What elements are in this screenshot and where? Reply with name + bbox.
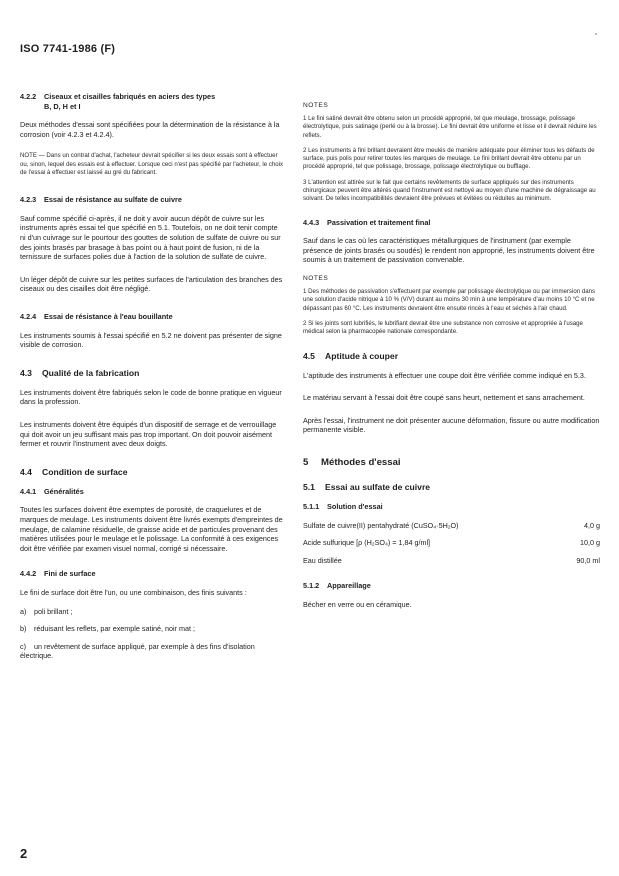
section-title: Appareillage	[327, 581, 371, 591]
note-item: 2 Les instruments à fini brillant devraient être meulés de manière adéquate pour éliminer tous les défauts de surface, puis polis pour retirer toutes les marques de meulage. Le fini brillant devrait être obtenu par un procédé approprié, tel que polissage, brossage, polissage électrolytique ou bufflage.	[303, 146, 595, 171]
paragraph: Les instruments doivent être fabriqués selon le code de bonne pratique en vigueur dans la profession.	[20, 387, 282, 407]
reagent-row	[303, 538, 600, 548]
note-item: 1 Le fini satiné devrait être obtenu selon un procédé approprié, tel que meulage, brossage, polissage électrolytique, puis satinage (perlé ou à la brosse). Le fini devrait être uniforme et lisse et il devrait réduire les reflets.	[303, 115, 597, 139]
paragraph: Sauf dans le cas où les caractéristiques métallurgiques de l'instrument (par exemple présence de joints brasés ou soudés) le rendent non approprié, les instruments doivent être soumis à un traitement de passivation convenable.	[303, 236, 595, 265]
section-number: 4.4	[20, 466, 32, 477]
section-title: Essai au sulfate de cuivre	[325, 481, 431, 492]
section-number: 5	[303, 456, 309, 468]
heading-4-2-3	[20, 195, 285, 205]
heading-4-2-4	[20, 312, 285, 322]
paragraph: Sauf comme spécifié ci-après, il ne doit y avoir aucun dépôt de cuivre sur les instruments après essai tel que spécifié en 5.1. Toutefois, on ne doit tenir compte ni d'un cuivrage sur le pourtour des gouttes de solution de sulfate de cuivre ou sur des joints brasés par brasage à bas point ou à haut point de fusion, ni de la ternissure de surfaces polies due à l'action de la solution de sulfate de cuivre.	[20, 213, 281, 262]
section-title: Ciseaux et cisailles fabriqués en aciers des types	[44, 92, 216, 101]
paragraph: Deux méthodes d'essai sont spécifiées pour la détermination de la résistance à la corrosion (voir 4.2.3 et 4.2.4).	[20, 120, 280, 139]
section-title: Aptitude à couper	[325, 350, 399, 361]
list-item	[20, 624, 285, 634]
section-number: 5.1	[303, 481, 315, 492]
list-text: un revêtement de surface appliqué, par exemple à des fins d'isolation électrique.	[20, 641, 255, 661]
heading-5-1	[303, 482, 600, 492]
reagent-name: Acide sulfurique [ρ (H₂SO₄) = 1,84 g/ml]	[303, 538, 431, 548]
note-item: 3 L'attention est attirée sur le fait que certains revêtements de surface appliqués sur des instruments chirurgicaux peuvent être altérés quand l'instrument est nettoyé au moyen d'une machine de dégraissage au solvant. De telles incompatibilités devraient être prévues et évitées ou réduites au minimum.	[303, 178, 596, 203]
list-label: a)	[20, 606, 27, 616]
paragraph: Toutes les surfaces doivent être exemptes de porosité, de craquelures et de marques de meulage. Les instruments doivent être livrés exempts d'empreintes de meulage, de calamine résiduelle, de graisse acide et de particules provenant des matières utilisées pour le meulage et le polissage. La conformité à ces exigences doit être vérifiée par examen visuel normal, corrigé si nécessaire.	[20, 505, 283, 553]
section-title: Fini de surface	[44, 569, 96, 579]
section-number: 4.4.1	[20, 486, 37, 496]
paragraph: Le matériau servant à l'essai doit être coupé sans heurt, nettement et sans arrachement.	[303, 393, 585, 403]
paragraph: Bécher en verre ou en céramique.	[303, 599, 412, 609]
left-column	[20, 92, 285, 669]
section-title: Qualité de la fabrication	[42, 367, 140, 378]
section-number: 4.4.2	[20, 569, 37, 579]
list-label: b)	[20, 624, 27, 634]
reagent-qty: 4,0 g	[584, 520, 600, 530]
reagent-row	[303, 521, 600, 531]
list-item	[20, 607, 285, 617]
heading-4-2-2	[20, 92, 285, 111]
paragraph: Un léger dépôt de cuivre sur les petites surfaces de l'articulation des branches des ciseaux ou des cisailles doit être négligé.	[20, 274, 283, 294]
section-title-cont: B, D, H et I	[44, 101, 81, 111]
heading-4-4-1	[20, 487, 285, 497]
section-title: Essai de résistance à l'eau bouillante	[44, 312, 173, 322]
reagent-name: Sulfate de cuivre(II) pentahydraté (CuSO₄·5H₂O)	[303, 520, 459, 530]
section-number: 4.2.4	[20, 312, 37, 322]
page-header: ISO 7741-1986 (F)	[20, 43, 116, 55]
page-number: 2	[20, 846, 28, 861]
paragraph: L'aptitude des instruments à effectuer une coupe doit être vérifiée comme indiqué en 5.3.	[303, 370, 586, 380]
section-title: Condition de surface	[42, 466, 128, 477]
section-title: Solution d'essai	[327, 501, 383, 511]
section-title: Généralités	[44, 486, 84, 496]
heading-5-1-1	[303, 502, 600, 512]
list-label: c)	[20, 641, 26, 651]
reagent-name: Eau distillée	[303, 555, 342, 565]
paragraph: Les instruments soumis à l'essai spécifié en 5.2 ne doivent pas présenter de signe visible de corrosion.	[20, 330, 282, 350]
section-number: 4.5	[303, 350, 315, 361]
notes-label: NOTES	[303, 275, 329, 283]
section-number: 4.2.2	[20, 92, 37, 101]
heading-4-4-3	[303, 218, 600, 228]
section-number: 5.1.2	[303, 581, 320, 591]
section-number: 5.1.1	[303, 501, 320, 511]
heading-5	[303, 457, 600, 468]
right-column	[303, 102, 600, 622]
list-text: réduisant les reflets, par exemple satiné, noir mat ;	[34, 624, 195, 634]
paragraph: Les instruments doivent être équipés d'un dispositif de serrage et de verrouillage qui doit avoir un jeu suffisant mais pas trop important. On doit pouvoir aisément fermer et rouvrir l'instrument avec deux doigts.	[20, 419, 277, 449]
section-title: Passivation et traitement final	[327, 217, 431, 227]
paragraph: Le fini de surface doit être l'un, ou une combinaison, des finis suivants :	[20, 587, 247, 597]
notes-label: NOTES	[303, 102, 329, 109]
heading-4-3	[20, 368, 285, 378]
scan-speck	[595, 33, 597, 35]
list-item	[20, 642, 285, 661]
section-number: 4.3	[20, 367, 32, 378]
note: NOTE — Dans un contrat d'achat, l'acheteur devrait spécifier si les deux essais sont à effectuer ou, sinon, lequel des essais est à effectuer. Lorsque ceci n'est pas spécifié par l'acheteur, le choix de l'essai à effectuer est laissé au gré du fabricant.	[20, 152, 284, 176]
section-title: Méthodes d'essai	[321, 456, 401, 468]
heading-4-5	[303, 351, 600, 361]
heading-5-1-2	[303, 581, 600, 591]
section-number: 4.4.3	[303, 217, 320, 227]
section-number: 4.2.3	[20, 195, 37, 205]
section-title: Essai de résistance au sulfate de cuivre	[44, 195, 182, 205]
reagent-qty: 90,0 ml	[576, 555, 600, 565]
heading-4-4-2	[20, 569, 285, 579]
paragraph: Après l'essai, l'instrument ne doit présenter aucune déformation, fissure ou autre modification permanente visible.	[303, 415, 600, 435]
note-item: 1 Des méthodes de passivation s'effectuent par exemple par polissage électrolytique ou par immersion dans une solution d'acide nitrique à 10 % (V/V) durant au moins 30 min à une température d'au moins 10 °C et ne dépassant pas 60 °C. Les instruments devraient être ensuite rincés à l'eau et séchés à l'air chaud.	[303, 288, 596, 312]
reagent-row	[303, 556, 600, 566]
reagent-qty: 10,0 g	[580, 538, 600, 548]
heading-4-4	[20, 467, 285, 477]
list-text: poli brillant ;	[34, 606, 73, 616]
note-item: 2 Si les joints sont lubrifiés, le lubrifiant devrait être une substance non corrosive et appropriée à l'usage médical selon la pharmacopée nationale correspondante.	[303, 319, 583, 336]
